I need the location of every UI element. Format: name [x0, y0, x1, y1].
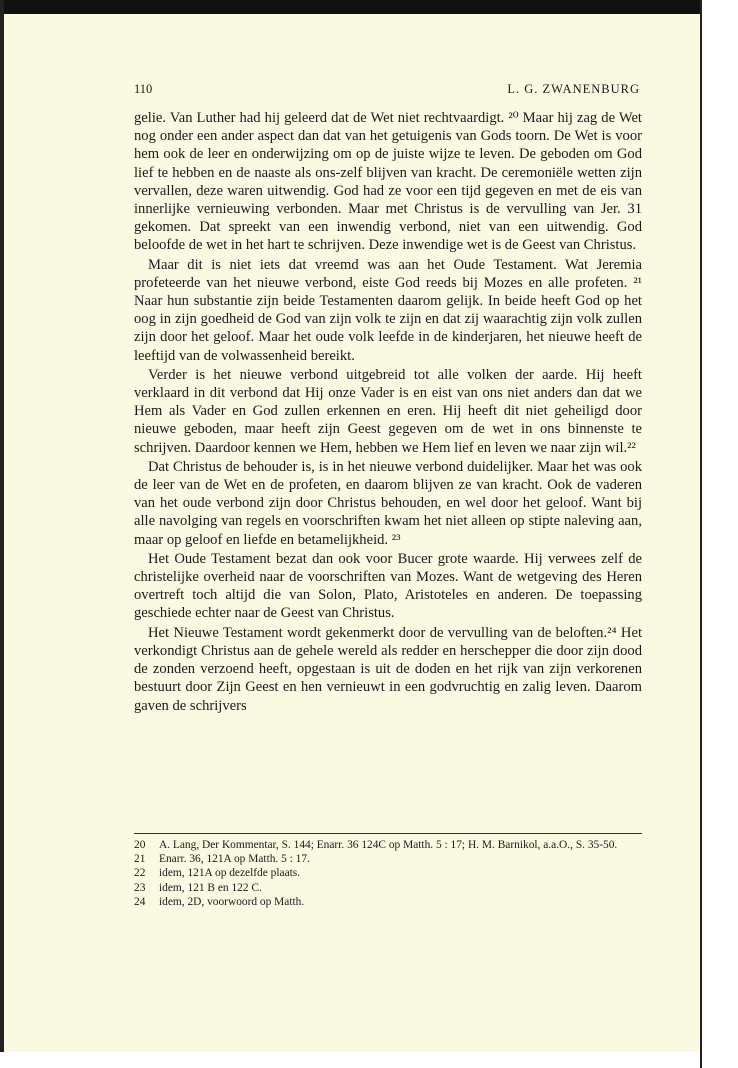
paragraph: Het Oude Testament bezat dan ook voor Bucer grote waarde. Hij verwees zelf de christelijke overheid naar de voorschriften van Mozes. Want de wetgeving des Heren overtreft toch altijd die van Solon, Plato, Aristoteles en anderen. De toepassing geschiede echter naar de Geest van Christus. [134, 550, 642, 622]
footnote-number: 23 [134, 881, 146, 894]
body-text [134, 109, 642, 715]
page-number: 110 [134, 82, 153, 96]
footnote-number: 22 [134, 867, 146, 880]
paragraph: Dat Christus de behouder is, is in het nieuwe verbond duidelijker. Maar het was ook de leer van de Wet en de profeten, en daarom blijven ze van kracht. Ook de vaderen van het oude verbond zijn door Christus behouden, en wel door het geloof. Want bij alle navolging van regels en voorschriften kwam het niet alleen op stipte naleving aan, maar op geloof en liefde en betamelijkheid. ²³ [134, 458, 642, 548]
footnote-text: idem, 121 B en 122 C. [159, 881, 262, 894]
footnote [134, 838, 642, 852]
footnote [134, 852, 642, 866]
scan-border-top [0, 0, 738, 14]
footnote-text: A. Lang, Der Kommentar, S. 144; Enarr. 36 124C op Matth. 5 : 17; H. M. Barnikol, a.a.O., S. 35-50. [159, 839, 618, 851]
scan-margin-bottom [0, 1052, 700, 1068]
footnote [134, 866, 642, 880]
footnote-number: 20 [134, 839, 146, 851]
running-head [134, 82, 640, 100]
footnote [134, 895, 642, 909]
footnote-number: 21 [134, 853, 146, 866]
paragraph: Verder is het nieuwe verbond uitgebreid tot alle volken der aarde. Hij heeft verklaard in dit verbond dat Hij onze Vader is en eist van ons niet anders dan dat we Hem als Vader en God zullen erkennen en eren. Hij heeft dit niet geheiligd door nieuwe geboden, maar heeft zijn Geest gegeven om de wet in ons binnenste te schrijven. Daardoor kennen we Hem, hebben we Hem lief en leven we naar zijn wil.²² [134, 366, 642, 456]
paragraph: gelie. Van Luther had hij geleerd dat de Wet niet rechtvaardigt. ²⁰ Maar hij zag de Wet nog onder een ander aspect dan dat van het getuigenis van Gods toorn. De Wet is voor hem ook de leer en onderwijzing om op de juiste wijze te leven. De geboden om God lief te hebben en de naaste als ons-zelf blijven van kracht. De ceremoniële wetten zijn vervallen, deze waren uitwendig. God had ze voor een tijd gegeven en met de eis van innerlijke vernieuwing verbonden. Maar met Christus is de vervulling van Jer. 31 gekomen. Dat spreekt van een inwendig verbond, niet van een uitwendig. God beloofde de wet in het hart te schrijven. Deze inwendige wet is de Geest van Christus. [134, 110, 642, 254]
scan-border-left [0, 0, 4, 1068]
footnote-text: idem, 121A op dezelfde plaats. [159, 867, 301, 880]
paragraph: Maar dit is niet iets dat vreemd was aan het Oude Testament. Wat Jeremia profeteerde van het nieuwe verbond, eiste God reeds bij Mozes en alle profeten. ²¹ Naar hun substantie zijn beide Testamenten daarom gelijk. In beide heeft God op het oog in zijn goedheid de God van zijn volk te zijn en dat zij waarachtig zijn volk zullen zijn door het geloof. Maar het oude volk leefde in de kinderjaren, het nieuwe heeft de leeftijd van de volwassenheid bereikt. [134, 256, 642, 364]
footnote-text: idem, 2D, voorwoord op Matth. [159, 895, 305, 908]
footnote-number: 24 [134, 895, 146, 908]
scan-border-right [700, 0, 738, 1068]
running-head-author: L. G. ZWANENBURG [507, 82, 640, 96]
footnote-text: Enarr. 36, 121A op Matth. 5 : 17. [159, 853, 310, 866]
footnotes [134, 833, 642, 909]
footnote [134, 881, 642, 895]
paragraph: Het Nieuwe Testament wordt gekenmerkt door de vervulling van de beloften.²⁴ Het verkondigt Christus aan de gehele wereld als redder en herschepper die door zijn dood de zonden verzoend heeft, opgestaan is uit de doden en het rijk van zijn verkorenen bestuurt door Zijn Geest en hen vernieuwt in een godvruchtig en zalig leven. Daarom gaven de schrijvers [134, 624, 642, 714]
